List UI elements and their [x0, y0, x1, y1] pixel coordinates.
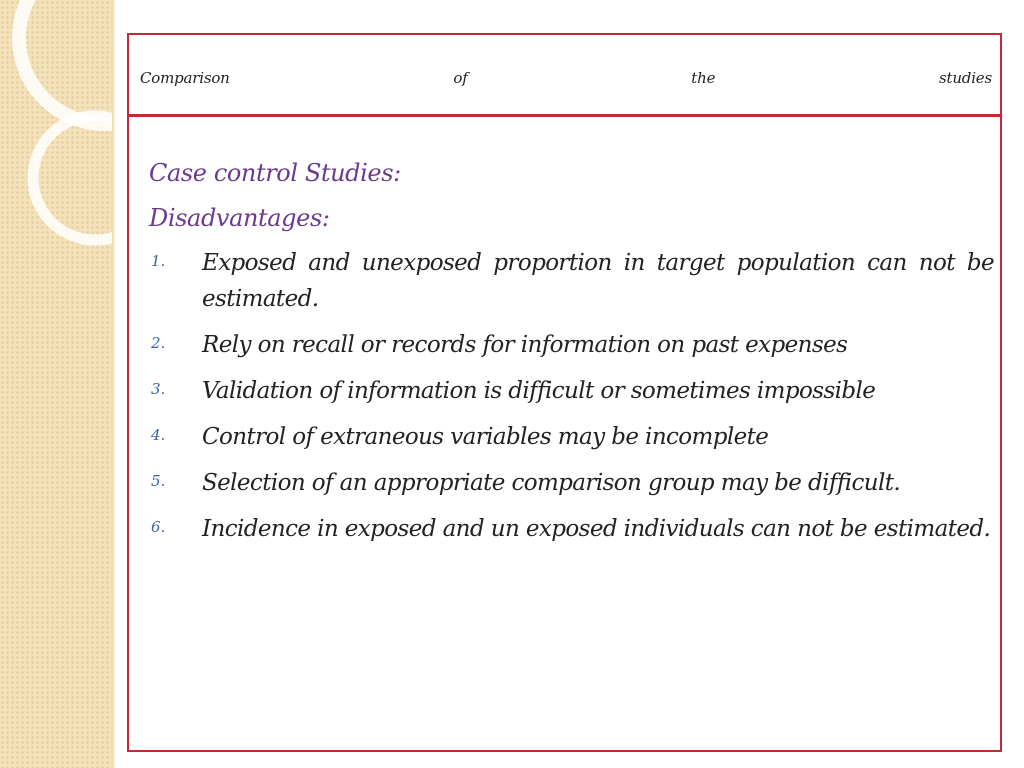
decorative-circle-top	[19, 0, 112, 124]
section-heading: Case control Studies:	[149, 159, 401, 187]
title-word: Comparison	[140, 69, 230, 87]
subsection-heading: Disadvantages:	[149, 204, 330, 232]
side-panel-edge	[112, 0, 116, 768]
list-item-text: Incidence in exposed and un exposed individuals can not be estimated.	[202, 516, 991, 542]
decorative-circle-middle	[33, 116, 112, 240]
list-item-text: Selection of an appropriate comparison group may be difficult.	[202, 470, 901, 496]
list-item	[149, 419, 994, 455]
slide-frame	[127, 33, 1002, 752]
list-item	[149, 465, 994, 501]
list-item-number: 6.	[151, 518, 166, 536]
slide-title	[140, 69, 992, 87]
title-bar	[129, 35, 1000, 117]
list-item	[149, 373, 994, 409]
list-item-text: Exposed and unexposed proportion in target population can not be estimated.	[202, 250, 994, 312]
title-word: the	[691, 69, 716, 87]
list-item-number: 1.	[151, 252, 166, 270]
list-item-number: 2.	[151, 334, 166, 352]
list-item	[149, 245, 994, 317]
list-item-text: Validation of information is difficult or sometimes impossible	[202, 378, 876, 404]
list-item-text: Rely on recall or records for information on past expenses	[202, 332, 848, 358]
decorative-circles	[0, 0, 112, 768]
slide-content	[149, 155, 994, 557]
list-item-number: 5.	[151, 472, 166, 490]
title-word: studies	[939, 69, 992, 87]
decorative-side-panel	[0, 0, 112, 768]
title-word: of	[453, 69, 468, 87]
list-item-number: 4.	[151, 426, 166, 444]
list-item-text: Control of extraneous variables may be incomplete	[202, 424, 769, 450]
list-item	[149, 511, 994, 547]
list-item-number: 3.	[151, 380, 166, 398]
disadvantages-list	[149, 245, 994, 547]
list-item	[149, 327, 994, 363]
